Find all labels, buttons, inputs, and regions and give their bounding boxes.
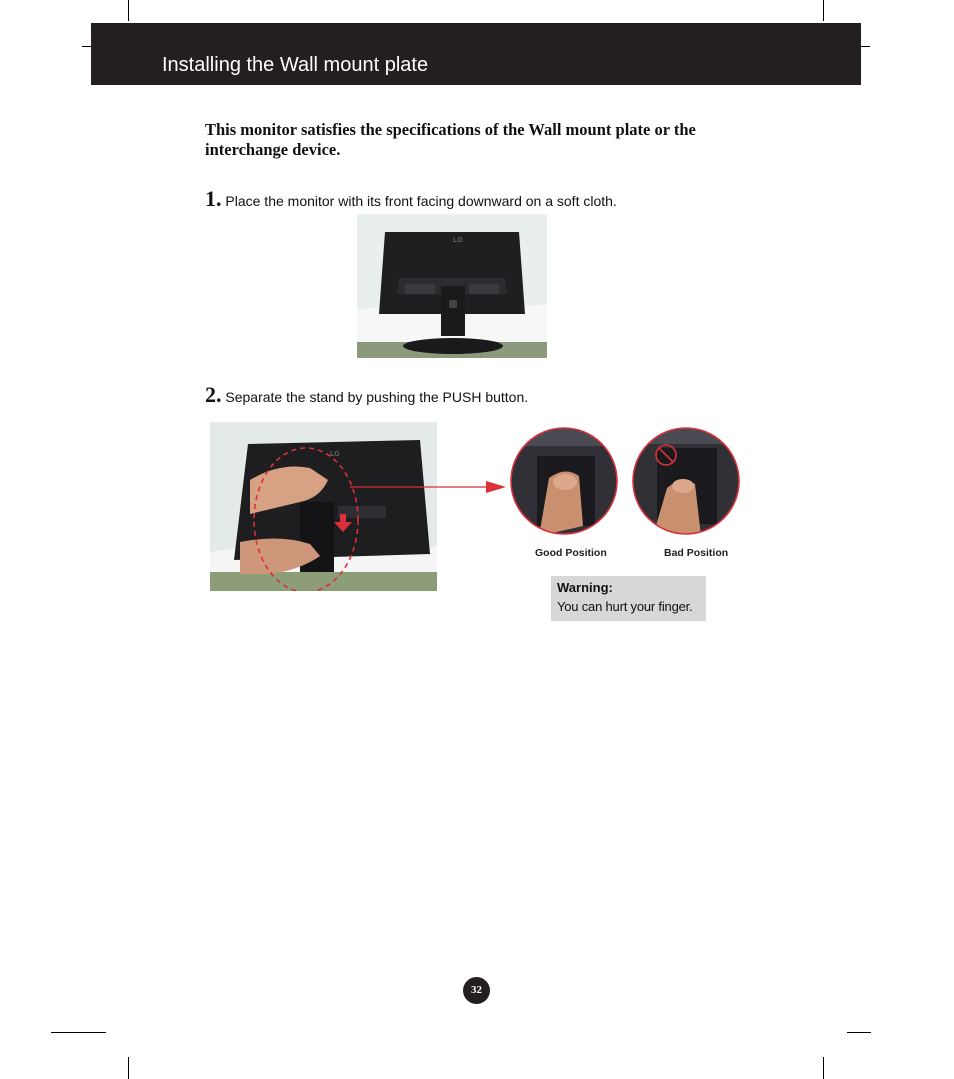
- monitor-back-photo: [357, 214, 547, 358]
- crop-mark: [861, 46, 870, 47]
- lg-logo: LG: [330, 451, 340, 458]
- page-number: 32: [463, 977, 490, 1004]
- push-button-photo: [210, 422, 437, 591]
- warning-title: Warning:: [557, 580, 613, 595]
- good-position-caption: Good Position: [535, 547, 607, 559]
- page-title: Installing the Wall mount plate: [162, 54, 429, 76]
- intro-text: This monitor satisfies the specifications of the Wall mount plate or the interchange device.: [205, 120, 696, 159]
- crop-mark: [128, 1057, 129, 1079]
- lg-logo: LG: [453, 237, 463, 244]
- step-text: Separate the stand by pushing the PUSH button.: [225, 389, 529, 405]
- good-position-illustration: [509, 426, 619, 536]
- crop-mark: [82, 46, 91, 47]
- pointer-arrow: [350, 478, 510, 498]
- push-button-illustration: [210, 422, 437, 591]
- step-1: [205, 186, 617, 212]
- monitor-back-illustration: [357, 214, 547, 358]
- warning-box: [551, 576, 706, 621]
- crop-mark: [128, 0, 129, 21]
- crop-mark: [847, 1032, 871, 1033]
- header-bar: [91, 23, 861, 85]
- crop-mark: [51, 1032, 106, 1033]
- warning-message: You can hurt your finger.: [557, 599, 693, 614]
- good-position-photo: [509, 426, 619, 536]
- step-2: [205, 382, 528, 408]
- step-number: 2.: [205, 382, 222, 407]
- crop-mark: [823, 1057, 824, 1079]
- step-number: 1.: [205, 186, 222, 211]
- bad-position-caption: Bad Position: [664, 547, 729, 559]
- bad-position-illustration: [631, 426, 741, 536]
- bad-position-photo: [631, 426, 741, 536]
- crop-mark: [823, 0, 824, 21]
- step-text: Place the monitor with its front facing downward on a soft cloth.: [225, 193, 617, 209]
